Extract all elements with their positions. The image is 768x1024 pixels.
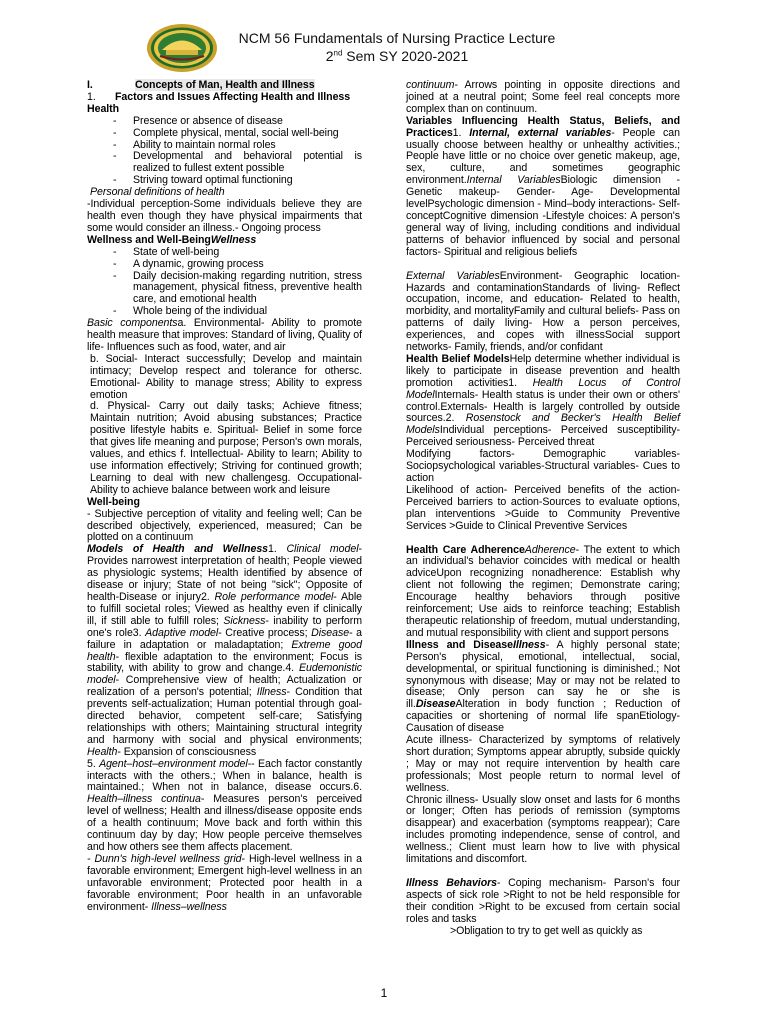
personal-definitions-text: -Individual perception-Some individuals believe they are health even though they have physical impairments that some would consider an illness.- Ongoing process: [87, 198, 362, 234]
wellbeing-heading: Well-being: [87, 495, 140, 508]
page-number: 1: [380, 986, 388, 1000]
list-item: - Whole being of the individual: [113, 305, 268, 318]
health-belief-models-paragraph: Health Belief ModelsHelp determine whether individual is likely to participate in disease prevention and health promotion activities1. Health Locus of Control ModelInternals- Health status is under their own or others' control.Externals- Health is largely controlled by outside sources.2. Rosenstock and Becker's Health Belief ModelsIndividual perceptions- Perceived susceptibility- Perceived seriousness- Perceived threat: [406, 352, 680, 449]
models-paragraph: Models of Health and Wellness1. Clinical model- Provides narrowest interpretation of health; People viewed as physiologic systems; Health identified by absence of disease or injury; State of not being "sick"; Opposite of health-Disease or injury2. Role performance model- Able to fulfill societal roles; Viewed as healthy even if clinically ill, if still able to fulfill roles; Sickness- inability to perform one's role3. Adaptive model- Creative process; Disease- a failure in adaptation or maladaptation; Extreme good health- flexible adaptation to the environment; Focus is stability, with ability to grow and change.4. Eudemonistic model- Comprehensive view of health; Actualization or realization of a person's potential; Illness- Condition that prevents self-actualization; Human potential through goal-directed behavior, competent self-care; Satisfying relationships with others; Maintaining structural integrity and harmony with social and physical environments; Health- Expansion of consciousness: [87, 543, 363, 758]
acute-illness-text: Acute illness- Characterized by symptoms of relatively short duration; Symptoms appear abruptly, subside quickly ; May or may not require intervention by health care professionals; Most people return to normal level of wellness.: [406, 734, 680, 794]
variables-paragraph: Variables Influencing Health Status, Beliefs, and Practices1. Internal, external variables- People can usually choose between healthy or unhealthy activities.; People have little or no choice over genetic makeup, age, sex, culture, and sometimes geographic environment.Internal VariablesBiologic dimension - Genetic makeup- Gender- Age- Developmental levelPsychologic dimension - Mind–body interactions- Self-conceptCognitive dimension -Lifestyle choices: A person's general way of living, including conditions and individual patterns of behavior influenced by social and personal factors- Spiritual and religious beliefs: [406, 114, 680, 258]
list-item: - Ability to maintain normal roles: [113, 138, 276, 151]
left-column: [87, 80, 362, 913]
wellness-heading: Wellness and Well-BeingWellness: [87, 233, 257, 246]
illness-disease-paragraph: Illness and DiseaseIllness- A highly personal state; Person's physical, emotional, intellectual, social, developmental, or spiritual functioning is diminished.; Not synonymous with disease; May or may not be related to disease; Only person can say he or she is ill.DiseaseAlteration in body function ; Reduction of capacities or shortening of normal life spanEtiology- Causation of disease: [406, 638, 680, 735]
list-item: - A dynamic, growing process: [113, 257, 264, 270]
section-heading: I. Concepts of Man, Health and Illness: [87, 79, 315, 91]
basic-components-d: d. Physical- Carry out daily tasks; Achieve fitness; Maintain nutrition; Avoid abusing substances; Practice positive lifestyle habits e. Spiritual- Belief in some force that gives life meaning and purpose; Person's own morals, values, and ethics f. Intellectual- Ability to learn; Ability to use information effectively; Striving for continued growth; Learning to deal with new challengesg. Occupational- Ability to achieve balance between work and leisure: [90, 400, 362, 496]
illness-behaviors-last: >Obligation to try to get well as quickly as: [450, 924, 643, 937]
dunn-paragraph: - Dunn's high-level wellness grid- High-level wellness in a favorable environment; Emergent high-level wellness in an unfavorable environment; Protected poor health in a favorable environment; Poor health in an unfavorable environment- Illness–wellness: [87, 852, 362, 913]
semester-line: 2nd Sem SY 2020-2021: [325, 48, 469, 64]
health-list: [87, 116, 362, 187]
models-paragraph-5: 5. Agent–host–environment model-- Each factor constantly interacts with the others.; When in balance, health is maintained.; When not in balance, disease occurs.6. Health–illness continua- Measures person's perceived level of wellness; Health and illness/disease opposite ends of a health continuum; Move back and forth within this continuum day by day; How people perceive themselves and how others see them affects placement.: [87, 757, 362, 853]
wellness-list: [87, 247, 362, 318]
modifying-factors-text: Modifying factors- Demographic variables- Sociopsychological variables-Structural variables- Cues to action: [406, 448, 680, 484]
personal-definitions-heading: Personal definitions of health: [90, 186, 225, 199]
basic-components-b: b. Social- Interact successfully; Develop and maintain intimacy; Develop respect and tolerance for othersc. Emotional- Ability to manage stress; Ability to express emotion: [90, 352, 362, 401]
subsection-heading: 1. Factors and Issues Affecting Health and Illness: [87, 90, 351, 103]
list-item: - Complete physical, mental, social well-being: [113, 126, 339, 139]
school-seal-logo: [146, 23, 218, 73]
chronic-illness-text: Chronic illness- Usually slow onset and lasts for 6 months or longer; Often has periods of remission (symptoms disappear) and exacerbation (symptoms reappear); Care includes promoting independence, sense of control, and wellness.; Client must learn how to live with physical limitations and discomfort.: [406, 793, 680, 866]
basic-components-a: Basic componentsa. Environmental- Ability to promote health measure that improves: Standard of living, Quality of life- Influences such as food, water, and air: [87, 317, 362, 353]
continuum-paragraph: continuum- Arrows pointing in opposite directions and joined at a neutral point; Some feel real concepts more complex than on continuum.: [406, 79, 680, 115]
likelihood-action-text: Likelihood of action- Perceived benefits of the action- Perceived barriers to action-Sources to evaluate options, plan interventions >Guide to Community Preventive Services >Guide to Clinical Preventive Services: [406, 483, 680, 532]
wellbeing-text: - Subjective perception of vitality and feeling well; Can be described objectively, experienced, measured; Can be plotted on a continuum: [87, 507, 362, 544]
list-item: - Striving toward optimal functioning: [113, 174, 293, 187]
list-item: - Presence or absence of disease: [113, 114, 283, 127]
health-heading: Health: [87, 102, 120, 115]
right-column: [406, 80, 680, 938]
list-item: - Daily decision-making regarding nutrition, stress management, physical fitness, preventive health care, and emotional health: [113, 269, 362, 306]
list-item: - Developmental and behavioral potential is realized to fullest extent possible: [113, 150, 362, 175]
external-variables-paragraph: External VariablesEnvironment- Geographic location- Hazards and contaminationStandards of living- Reflect occupation, income, and education- Related to health, morbidity, and mortalityFamily and cultural beliefs- Pass on patterns of daily living- How a person perceives, experiences, and copes with illnessSocial support networks- Family, friends, and/or confidant: [406, 269, 681, 354]
illness-behaviors-paragraph: Illness Behaviors- Coping mechanism- Parson's four aspects of sick role >Right to not be held responsible for their condition >Right to be excused from certain social roles and tasks: [406, 877, 680, 925]
page-header: [0, 0, 768, 80]
course-title: NCM 56 Fundamentals of Nursing Practice Lecture: [238, 30, 556, 46]
list-item: - State of well-being: [113, 245, 220, 258]
adherence-paragraph: Health Care AdherenceAdherence- The extent to which an individual's behavior coincides with medical or health adviceUpon recognizing nonadherence: Establish why client not following the regimen; Demonstrate caring; Encourage healthy behaviors through positive reinforcement; Use aids to reinforce teaching; Establish therapeutic relationship of freedom, mutual understanding, and mutual responsibility with client and support persons: [406, 543, 680, 639]
